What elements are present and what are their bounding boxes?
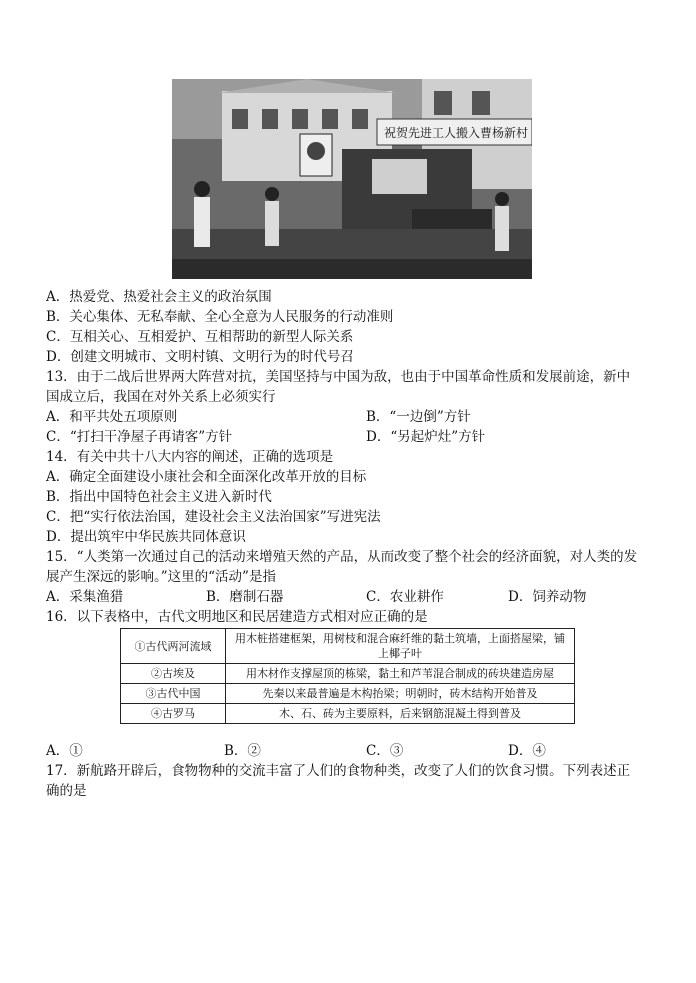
q14-option-d: D．提出筑牢中华民族共同体意识 (46, 529, 246, 545)
historical-photo (172, 79, 532, 279)
q15-option-a: A．采集渔猎 (46, 589, 124, 605)
q16-table (120, 628, 575, 724)
q16-option-a: A．① (46, 743, 83, 759)
q13-option-a: A．和平共处五项原则 (46, 409, 178, 425)
q15-stem-line2: 展产生深远的影响。”这里的“活动”是指 (46, 569, 276, 585)
photo-banner-text: 祝贺先进工人搬入曹杨新村 (384, 126, 529, 140)
q17-stem-line2: 确的是 (46, 783, 87, 799)
q16-option-b: B．② (224, 743, 261, 759)
q13-stem-line1: 13．由于二战后世界两大阵营对抗，美国坚持与中国为敌，也由于中国革命性质和发展前途，新中 (46, 369, 631, 385)
q12-option-b: B．关心集体、无私奉献、全心全意为人民服务的行动准则 (46, 309, 394, 325)
table-row (121, 664, 575, 684)
q12-option-d: D．创建文明城市、文明村镇、文明行为的时代号召 (46, 349, 354, 365)
q13-stem-line2: 国成立后，我国在对外关系上必须实行 (46, 389, 276, 405)
table-cell-region: ②古埃及 (121, 664, 226, 684)
q16-option-c: C．③ (366, 743, 404, 759)
table-row (121, 684, 575, 704)
table-cell-desc: 用木桩搭建框架，用树枝和混合麻纤维的黏土筑墙，上面搭屋梁，铺上椰子叶 (226, 629, 575, 664)
table-cell-region: ③古代中国 (121, 684, 226, 704)
q17-stem-line1: 17．新航路开辟后，食物物种的交流丰富了人们的食物种类，改变了人们的饮食习惯。下列表述正 (46, 763, 631, 779)
q15-option-b: B．磨制石器 (206, 589, 284, 605)
table-cell-desc: 木、石、砖为主要原料，后来钢筋混凝土得到普及 (226, 704, 575, 724)
q16-stem: 16．以下表格中，古代文明地区和民居建造方式相对应正确的是 (46, 609, 428, 625)
q13-option-b: B．“一边倒”方针 (366, 409, 471, 425)
table-cell-region: ④古罗马 (121, 704, 226, 724)
q12-option-a: A．热爱党、热爱社会主义的政治氛围 (46, 289, 272, 305)
q14-stem: 14．有关中共十八大内容的阐述，正确的选项是 (46, 449, 334, 465)
table-cell-desc: 先秦以来最普遍是木构抬梁；明朝时，砖木结构开始普及 (226, 684, 575, 704)
table-cell-desc: 用木材作支撑屋顶的栋梁，黏土和芦苇混合制成的砖块建造房屋 (226, 664, 575, 684)
table-cell-region: ①古代两河流域 (121, 629, 226, 664)
q15-option-d: D．饲养动物 (508, 589, 587, 605)
q14-option-b: B．指出中国特色社会主义进入新时代 (46, 489, 272, 505)
q13-option-c: C．“打扫干净屋子再请客”方针 (46, 429, 233, 445)
q12-option-c: C．互相关心、互相爱护、互相帮助的新型人际关系 (46, 329, 354, 345)
q15-option-c: C．农业耕作 (366, 589, 444, 605)
q15-stem-line1: 15．“人类第一次通过自己的活动来增殖天然的产品，从而改变了整个社会的经济面貌，对人类的发 (46, 549, 638, 565)
q14-option-c: C．把“实行依法治国，建设社会主义法治国家”写进宪法 (46, 509, 381, 525)
q16-option-d: D．④ (508, 743, 546, 759)
q14-option-a: A．确定全面建设小康社会和全面深化改革开放的目标 (46, 469, 367, 485)
table-row (121, 704, 575, 724)
photo-drawing (172, 79, 532, 279)
table-row (121, 629, 575, 664)
q13-option-d: D．“另起炉灶”方针 (366, 429, 486, 445)
